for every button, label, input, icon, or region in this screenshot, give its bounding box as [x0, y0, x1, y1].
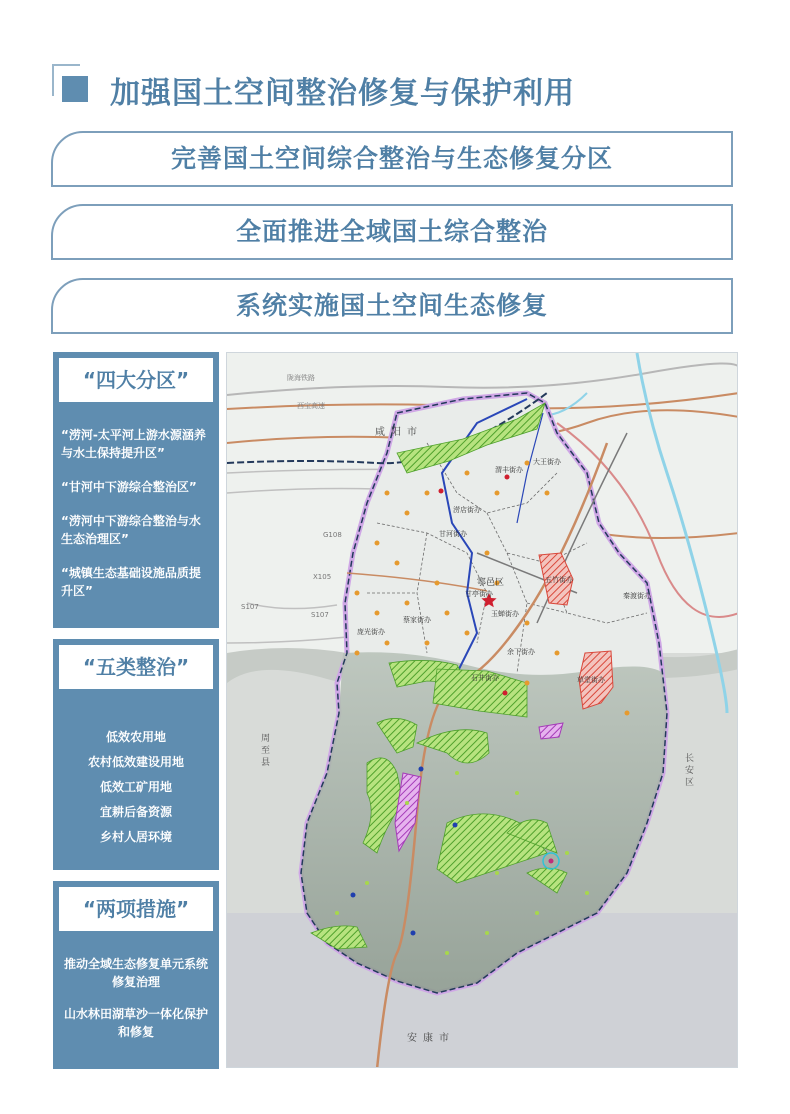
page-title: 加强国土空间整治修复与保护利用 [110, 76, 575, 111]
subdistrict-label: 玉蝉街办 [491, 610, 519, 618]
county-label-west: 周至县 [261, 734, 271, 768]
zone-item: “涝河中下游综合整治与水生态治理区” [61, 514, 201, 546]
subdistrict-label: 石井街办 [471, 674, 499, 682]
zone-item: “涝河-太平河上游水源涵养与水土保持提升区” [61, 428, 206, 460]
five-types-list [55, 721, 217, 846]
subdistrict-label: 草堂街办 [577, 676, 605, 684]
type-item: 宜耕后备资源 [99, 805, 172, 819]
section-pill-1 [51, 131, 733, 187]
road-label: S107 [311, 611, 329, 619]
map-graphic [227, 353, 738, 1068]
road-label: 陇海铁路 [287, 374, 315, 382]
road-label: G108 [323, 531, 342, 539]
four-zones-title: “四大分区” [59, 358, 213, 402]
district-label: 鄠邑区 [477, 578, 505, 588]
two-measures-list [55, 955, 217, 1055]
section-pill-2-label: 全面推进全域国土综合整治 [235, 217, 548, 246]
subdistrict-label: 余下街办 [507, 648, 535, 656]
section-pill-2 [51, 204, 733, 260]
section-pill-1-label: 完善国土空间综合整治与生态修复分区 [170, 144, 613, 173]
four-zones-list [55, 410, 217, 600]
subdistrict-label: 渭丰街办 [495, 466, 523, 474]
city-label-north: 咸阳市 [375, 427, 423, 438]
measure-item: 推动全域生态修复单元系统修复治理 [63, 957, 208, 989]
subdistrict-label: 五竹街办 [545, 576, 573, 584]
city-label-south: 安康市 [407, 1033, 455, 1044]
type-item: 农村低效建设用地 [87, 755, 184, 769]
subdistrict-label: 甘河街办 [439, 530, 467, 538]
road-label: X105 [313, 573, 332, 581]
planning-map [226, 352, 738, 1068]
type-item: 低效工矿用地 [99, 780, 172, 794]
subdistrict-label: 大王街办 [533, 458, 561, 466]
type-item: 乡村人居环境 [99, 830, 172, 844]
two-measures-panel [53, 881, 219, 1069]
subdistrict-label: 涝店街办 [453, 506, 481, 514]
zone-item: “甘河中下游综合整治区” [61, 480, 197, 494]
two-measures-title: “两项措施” [59, 887, 213, 931]
title-square-icon [52, 64, 92, 108]
five-types-title: “五类整治” [59, 645, 213, 689]
section-header [52, 64, 752, 116]
subdistrict-label: 秦渡街办 [623, 592, 651, 600]
five-types-panel [53, 639, 219, 870]
county-label-east: 长安区 [685, 754, 695, 788]
section-pill-3-label: 系统实施国土空间生态修复 [235, 291, 548, 320]
type-item: 低效农用地 [105, 730, 166, 744]
four-zones-panel [53, 352, 219, 628]
measure-item: 山水林田湖草沙一体化保护和修复 [63, 1007, 208, 1039]
section-pill-3 [51, 278, 733, 334]
subdistrict-label: 庞光街办 [357, 628, 385, 636]
road-label: 西宝高速 [297, 402, 325, 410]
subdistrict-label: 蔡家街办 [403, 616, 431, 624]
road-label: S107 [241, 603, 259, 611]
subdistrict-label: 甘亭街办 [465, 590, 493, 598]
zone-item: “城镇生态基础设施品质提升区” [61, 566, 201, 598]
